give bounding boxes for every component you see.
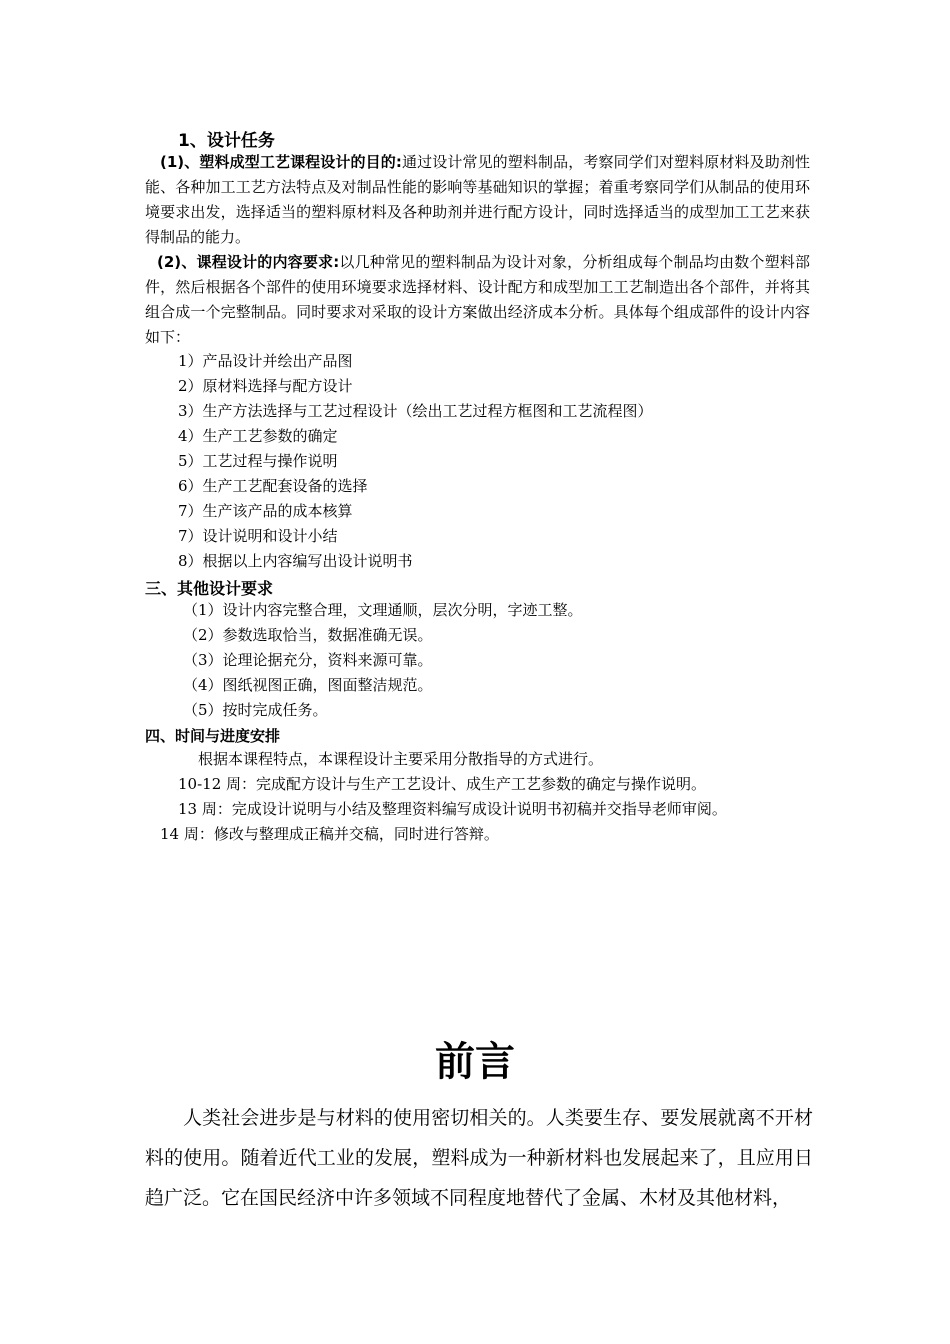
section-heading-schedule: 四、时间与进度安排 <box>145 727 281 745</box>
list-item: （2）参数选取恰当，数据准确无误。 <box>183 626 433 644</box>
purpose-paragraph <box>145 150 810 250</box>
purpose-text: 通过设计常见的塑料制品，考察同学们对塑料原材料及助剂性能、各种加工工艺方法特点及对制品性能的影响等基础知识的掌握；着重考察同学们从制品的使用环境要求出发，选择适当的塑料原材料及各种助剂并进行配方设计，同时选择适当的成型加工工艺来获得制品的能力。 <box>145 153 810 246</box>
schedule-week-14: 14 周：修改与整理成正稿并交稿，同时进行答辩。 <box>160 825 499 843</box>
list-item: （3）论理论据充分，资料来源可靠。 <box>183 651 433 669</box>
list-item: 4）生产工艺参数的确定 <box>178 427 338 445</box>
requirements-paragraph <box>145 250 810 350</box>
schedule-week-13: 13 周：完成设计说明与小结及整理资料编写成设计说明书初稿并交指导老师审阅。 <box>178 800 727 818</box>
design-content-list <box>178 349 653 574</box>
preface-paragraph: 人类社会进步是与材料的使用密切相关的。人类要生存、要发展就离不开材料的使用。随着近代工业的发展，塑料成为一种新材料也发展起来了，且应用日趋广泛。它在国民经济中许多领域不同程度地替代了金属、木材及其他材料， <box>145 1107 813 1209</box>
list-item: （5）按时完成任务。 <box>183 701 328 719</box>
schedule-intro: 根据本课程特点，本课程设计主要采用分散指导的方式进行。 <box>198 750 604 768</box>
list-item: 8）根据以上内容编写出设计说明书 <box>178 552 413 570</box>
purpose-label: (1)、塑料成型工艺课程设计的目的: <box>160 153 402 171</box>
requirements-text: 以几种常见的塑料制品为设计对象，分析组成每个制品均由数个塑料部件，然后根据各个部件的使用环境要求选择材料、设计配方和成型加工工艺制造出各个部件，并将其组合成一个完整制品。同时要求对采取的设计方案做出经济成本分析。具体每个组成部件的设计内容如下： <box>145 253 810 346</box>
requirements-label: (2)、课程设计的内容要求: <box>157 253 340 271</box>
list-item: 3）生产方法选择与工艺过程设计（绘出工艺过程方框图和工艺流程图） <box>178 402 653 420</box>
list-item: 5）工艺过程与操作说明 <box>178 452 338 470</box>
preface-title: 前言 <box>435 1039 515 1085</box>
list-item: 6）生产工艺配套设备的选择 <box>178 477 368 495</box>
other-requirements-list <box>183 598 583 723</box>
section-heading-other-requirements: 三、其他设计要求 <box>145 579 274 598</box>
list-item: 2）原材料选择与配方设计 <box>178 377 353 395</box>
schedule-week-10-12: 10-12 周：完成配方设计与生产工艺设计、成生产工艺参数的确定与操作说明。 <box>178 775 707 793</box>
list-item: 7）生产该产品的成本核算 <box>178 502 353 520</box>
list-item: （4）图纸视图正确，图面整洁规范。 <box>183 676 433 694</box>
list-item: （1）设计内容完整合理，文理通顺，层次分明，字迹工整。 <box>183 601 583 619</box>
list-item: 1）产品设计并绘出产品图 <box>178 352 353 370</box>
list-item: 7）设计说明和设计小结 <box>178 527 338 545</box>
section-heading-design-task: 1、设计任务 <box>178 131 275 151</box>
